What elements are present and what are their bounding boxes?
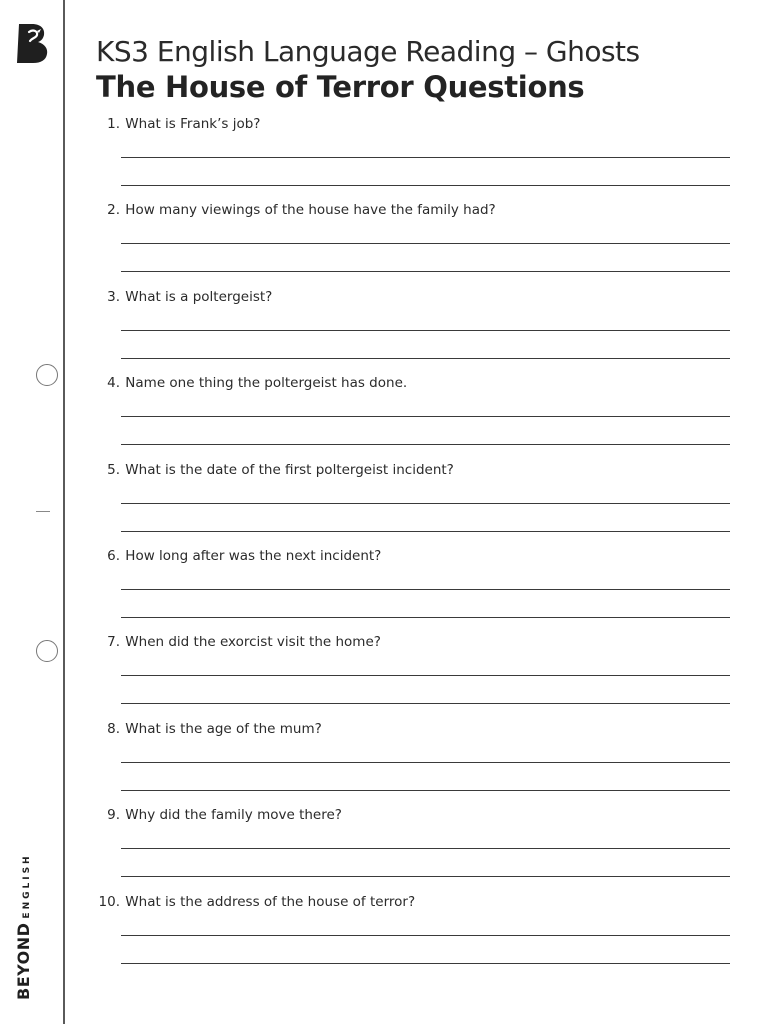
worksheet-header <box>96 32 746 104</box>
question-text: How many viewings of the house have the family had? <box>125 202 496 219</box>
margin-rule <box>63 0 65 1024</box>
question-item <box>92 633 732 719</box>
answer-line[interactable] <box>121 330 730 331</box>
worksheet-title: The House of Terror Questions <box>96 70 585 104</box>
question-item <box>92 115 732 201</box>
punch-hole-bottom <box>36 640 58 662</box>
brand-secondary: ENGLISH <box>22 853 32 919</box>
answer-line[interactable] <box>121 185 730 186</box>
question-number: 3. <box>107 288 120 305</box>
answer-line[interactable] <box>121 703 730 704</box>
answer-line[interactable] <box>121 963 730 964</box>
answer-line[interactable] <box>121 157 730 158</box>
question-number: 6. <box>107 547 120 564</box>
answer-line[interactable] <box>121 617 730 618</box>
answer-line[interactable] <box>121 531 730 532</box>
brand-primary: BEYOND <box>14 922 33 1000</box>
question-number: 5. <box>107 461 120 478</box>
question-item <box>92 547 732 633</box>
answer-line[interactable] <box>121 358 730 359</box>
worksheet-subtitle: KS3 English Language Reading – Ghosts <box>96 35 640 68</box>
question-text: Why did the family move there? <box>125 807 342 824</box>
question-text: How long after was the next incident? <box>125 547 382 564</box>
question-item <box>92 288 732 374</box>
question-item <box>92 374 732 460</box>
question-number: 10. <box>98 893 120 910</box>
answer-line[interactable] <box>121 762 730 763</box>
answer-line[interactable] <box>121 243 730 244</box>
punch-hole-top <box>36 364 58 386</box>
question-list <box>92 115 732 979</box>
question-number: 7. <box>107 634 120 651</box>
beyond-b-logo-icon <box>16 22 50 64</box>
answer-line[interactable] <box>121 444 730 445</box>
question-text: What is the date of the first poltergeist incident? <box>125 461 454 478</box>
question-text: When did the exorcist visit the home? <box>125 634 381 651</box>
answer-line[interactable] <box>121 790 730 791</box>
answer-line[interactable] <box>121 589 730 590</box>
question-text: What is Frank’s job? <box>125 116 261 132</box>
brand-wordmark <box>14 853 33 1000</box>
question-item <box>92 893 732 979</box>
question-number: 1. <box>107 116 120 132</box>
question-text: What is a poltergeist? <box>125 288 273 305</box>
question-number: 2. <box>107 202 120 219</box>
question-number: 9. <box>107 807 120 824</box>
question-number: 8. <box>107 720 120 737</box>
question-text: What is the age of the mum? <box>125 720 322 737</box>
answer-line[interactable] <box>121 416 730 417</box>
answer-line[interactable] <box>121 271 730 272</box>
question-item <box>92 201 732 287</box>
question-item <box>92 806 732 892</box>
answer-line[interactable] <box>121 848 730 849</box>
question-item <box>92 720 732 806</box>
fold-tick-mark <box>36 511 50 512</box>
answer-line[interactable] <box>121 876 730 877</box>
answer-line[interactable] <box>121 503 730 504</box>
question-item <box>92 461 732 547</box>
question-text: Name one thing the poltergeist has done. <box>125 375 408 392</box>
answer-line[interactable] <box>121 935 730 936</box>
question-number: 4. <box>107 375 120 392</box>
answer-line[interactable] <box>121 675 730 676</box>
question-text: What is the address of the house of terror? <box>125 893 416 910</box>
